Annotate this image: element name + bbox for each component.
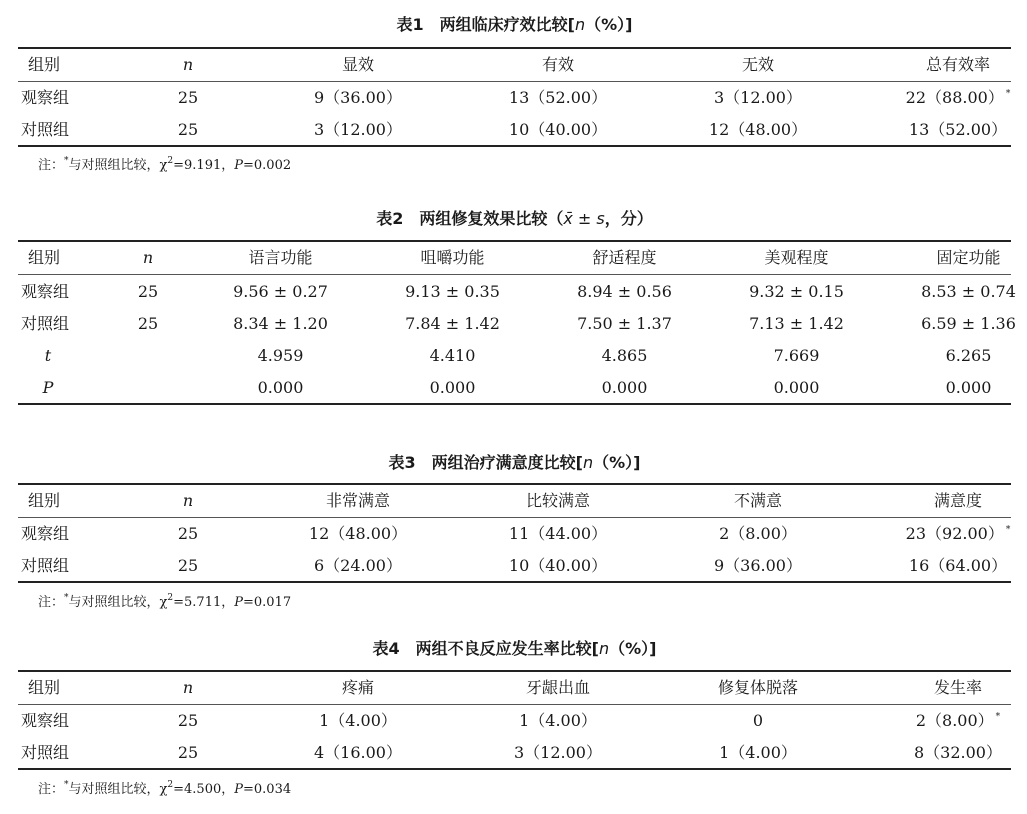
table-4-row-1-c3: 0: [752, 711, 764, 730]
table-3-row-2-c1: 6（24.00）: [314, 556, 402, 575]
table-2-row-t-c1: 4.959: [257, 346, 304, 365]
table-2-row-t-c3: 4.865: [601, 346, 648, 365]
table-4-header-c3: 修复体脱落: [717, 678, 798, 697]
table-4-row-1-c4: 2（8.00） *: [915, 711, 1001, 730]
table-1-row-2-c3: 12（48.00）: [708, 120, 808, 139]
table-4-header-c4: 发生率: [933, 678, 982, 697]
significance-marker: *: [1005, 89, 1011, 99]
table-1-row-2-group: 对照组: [21, 120, 70, 139]
table-4-row-2-c2: 3（12.00）: [514, 743, 602, 762]
table-4-bottom-rule: [18, 768, 1011, 770]
table-3-row-1-c2: 11（44.00）: [508, 524, 608, 543]
table-3: [18, 436, 1011, 626]
table-3-bottom-rule: [18, 581, 1011, 583]
table-2-row-t-c5: 6.265: [945, 346, 992, 365]
table-3-header-group: 组别: [28, 491, 61, 510]
table-2-row-p-c3: 0.000: [601, 378, 648, 397]
table-2-row-p-c4: 0.000: [773, 378, 820, 397]
table-3-row-2-c3: 9（36.00）: [714, 556, 802, 575]
table-4-title: 表4 两组不良反应发生率比较[n（%）]: [372, 639, 657, 658]
table-2-row-1-group: 观察组: [21, 282, 70, 301]
table-3-row-2-n: 25: [177, 556, 199, 575]
table-4-row-1-group: 观察组: [21, 711, 70, 730]
table-3-row-1-c3: 2（8.00）: [719, 524, 797, 543]
table-2-row-1-n: 25: [137, 282, 159, 301]
table-2-row-1-c2: 9.13 ± 0.35: [405, 282, 500, 301]
table-4-header-c2: 牙龈出血: [525, 678, 590, 697]
table-3-title: 表3 两组治疗满意度比较[n（%）]: [388, 453, 641, 472]
significance-marker: *: [995, 712, 1001, 722]
table-1-header-c3: 无效: [741, 55, 774, 74]
table-1-row-1-c1: 9（36.00）: [314, 88, 402, 107]
table-1-header-n: n: [182, 55, 194, 74]
table-2-header-c1: 语言功能: [248, 248, 313, 267]
table-2-row-2-c5: 6.59 ± 1.36: [921, 314, 1016, 333]
table-2-row-1-c1: 9.56 ± 0.27: [233, 282, 328, 301]
table-3-row-1-n: 25: [177, 524, 199, 543]
table-2-mid-rule: [18, 274, 1011, 275]
table-4-header-c1: 疼痛: [341, 678, 374, 697]
table-2-row-p-label: P: [42, 378, 54, 397]
table-2-row-1-c5: 8.53 ± 0.74: [921, 282, 1016, 301]
table-2-row-t-label: t: [44, 346, 52, 365]
table-4-row-2-c1: 4（16.00）: [314, 743, 402, 762]
table-4: [18, 622, 1011, 812]
table-2-row-2-c1: 8.34 ± 1.20: [233, 314, 328, 333]
table-2-header-c2: 咀嚼功能: [420, 248, 485, 267]
table-1-bottom-rule: [18, 145, 1011, 147]
table-1-row-1-c2: 13（52.00）: [508, 88, 608, 107]
table-1-header-group: 组别: [28, 55, 61, 74]
table-1-row-2-n: 25: [177, 120, 199, 139]
table-2-row-2-group: 对照组: [21, 314, 70, 333]
table-2-row-2-c2: 7.84 ± 1.42: [405, 314, 500, 333]
table-1-row-2-c1: 3（12.00）: [314, 120, 402, 139]
table-2-header-group: 组别: [28, 248, 61, 267]
table-4-row-2-c4: 8（32.00）: [914, 743, 1002, 762]
table-3-header-c3: 不满意: [733, 491, 782, 510]
table-2-bottom-rule: [18, 403, 1011, 405]
table-3-header-c4: 满意度: [933, 491, 982, 510]
table-1-row-1-c3: 3（12.00）: [714, 88, 802, 107]
table-4-header-group: 组别: [28, 678, 61, 697]
table-1: [18, 0, 1011, 190]
table-2: [18, 190, 1016, 420]
table-4-row-1-c2: 1（4.00）: [519, 711, 597, 730]
table-3-row-2-c2: 10（40.00）: [508, 556, 608, 575]
table-2-row-p-c2: 0.000: [429, 378, 476, 397]
table-4-header-n: n: [182, 678, 194, 697]
table-2-row-p-c1: 0.000: [257, 378, 304, 397]
table-1-row-1-group: 观察组: [21, 88, 70, 107]
table-3-header-c2: 比较满意: [525, 491, 590, 510]
table-2-row-p-c5: 0.000: [945, 378, 992, 397]
table-1-header-c2: 有效: [541, 55, 574, 74]
table-2-row-2-c3: 7.50 ± 1.37: [577, 314, 672, 333]
table-2-row-2-n: 25: [137, 314, 159, 333]
table-2-row-1-c4: 9.32 ± 0.15: [749, 282, 844, 301]
table-4-row-1-n: 25: [177, 711, 199, 730]
table-2-row-2-c4: 7.13 ± 1.42: [749, 314, 844, 333]
table-1-row-2-c2: 10（40.00）: [508, 120, 608, 139]
table-2-header-c5: 固定功能: [936, 248, 1001, 267]
table-2-header-c4: 美观程度: [764, 248, 829, 267]
table-4-row-2-c3: 1（4.00）: [719, 743, 797, 762]
table-4-row-2-group: 对照组: [21, 743, 70, 762]
table-3-row-1-group: 观察组: [21, 524, 70, 543]
table-1-header-c4: 总有效率: [925, 55, 990, 74]
table-2-row-t-c2: 4.410: [429, 346, 476, 365]
table-3-header-c1: 非常满意: [325, 491, 390, 510]
table-4-note: 注：*与对照组比较，$\chi^2=4.500$，P=0.034: [38, 780, 292, 797]
table-2-title: 表2 两组修复效果比较（x̄ ± s，分）: [376, 209, 653, 228]
table-1-header-c1: 显效: [341, 55, 374, 74]
table-3-row-1-c4: 23（92.00） *: [905, 524, 1011, 543]
table-3-row-1-c1: 12（48.00）: [308, 524, 408, 543]
table-3-header-n: n: [182, 491, 194, 510]
table-2-row-1-c3: 8.94 ± 0.56: [577, 282, 672, 301]
table-3-note: 注：*与对照组比较，$\chi^2=5.711$，P=0.017: [38, 593, 292, 610]
significance-marker: *: [1005, 525, 1011, 535]
table-1-row-1-c4: 22（88.00） *: [905, 88, 1011, 107]
table-2-header-c3: 舒适程度: [592, 248, 657, 267]
table-4-row-2-n: 25: [177, 743, 199, 762]
table-3-row-2-group: 对照组: [21, 556, 70, 575]
table-1-title: 表1 两组临床疗效比较[n（%）]: [396, 15, 633, 34]
table-1-row-2-c4: 13（52.00）: [908, 120, 1008, 139]
table-2-row-t-c4: 7.669: [773, 346, 820, 365]
table-1-note: 注：*与对照组比较，$\chi^2=9.191$，P=0.002: [38, 156, 292, 173]
table-2-header-n: n: [142, 248, 154, 267]
table-1-row-1-n: 25: [177, 88, 199, 107]
table-3-row-2-c4: 16（64.00）: [908, 556, 1008, 575]
table-4-row-1-c1: 1（4.00）: [319, 711, 397, 730]
